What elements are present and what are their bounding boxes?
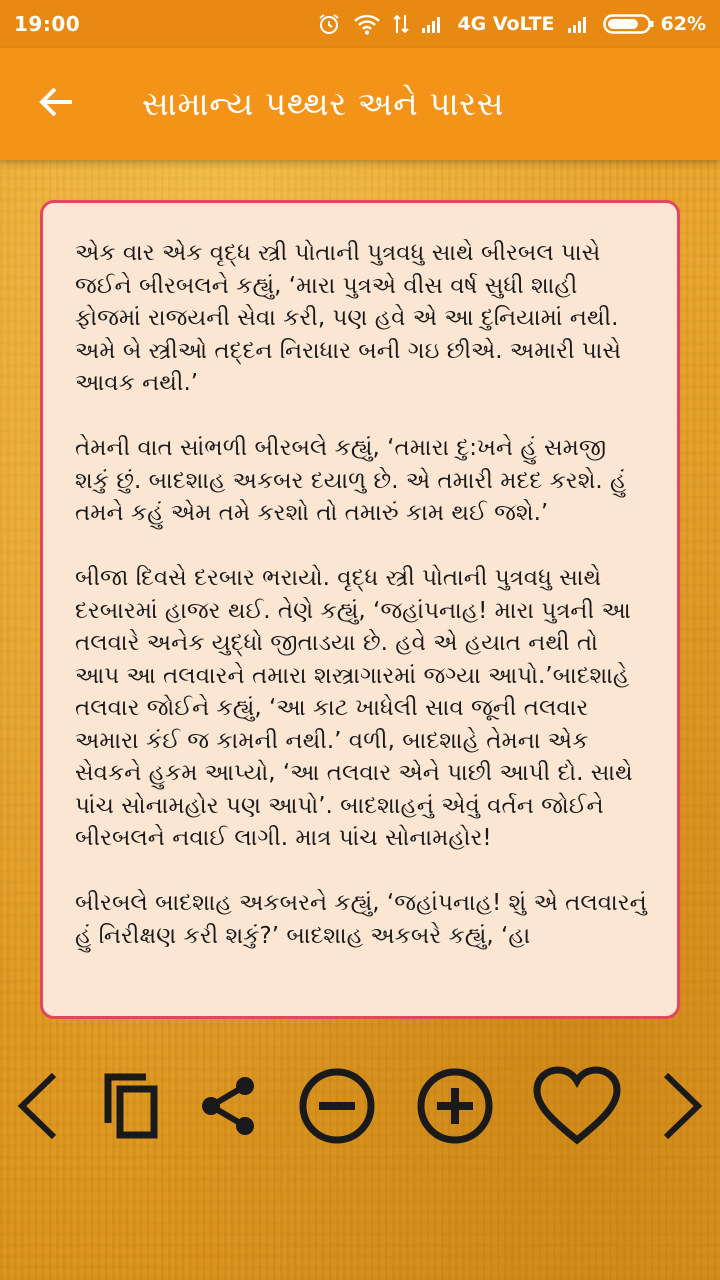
chevron-right-icon [660, 1071, 704, 1145]
copy-icon [98, 1071, 162, 1145]
signal-icon [421, 14, 445, 34]
status-bar [0, 0, 720, 48]
next-button[interactable] [660, 1058, 704, 1158]
copy-button[interactable] [98, 1058, 162, 1158]
bottom-toolbar [0, 1058, 720, 1158]
story-card[interactable] [40, 200, 680, 1019]
back-button[interactable] [0, 48, 112, 160]
previous-button[interactable] [16, 1058, 60, 1158]
share-icon [199, 1076, 259, 1140]
status-icons [317, 12, 706, 36]
story-paragraph: બીજા દિવસે દરબાર ભરાયો. વૃદ્ધ સ્ત્રી પોતાની પુત્રવધુ સાથે દરબારમાં હાજર થઈ. તેણે કહ્યું, ‘જહાંપનાહ! મારા પુત્રની આ તલવારે અનેક યુદ્ધો જીતાડયા છે. હવે એ હયાત નથી તો આપ આ તલવારને તમારા શસ્ત્રાગારમાં જગ્યા આપો.’બાદશાહે તલવાર જોઈને કહ્યું, ‘આ કાટ ખાધેલી સાવ જૂની તલવાર અમારા કંઈ જ કામની નથી.’ વળી, બાદશાહે તેમના એક સેવકને હુકમ આપ્યો, ‘આ તલવાર એને પાછી આપી દો. સાથે પાંચ સોનામહોર પણ આપો’. બાદશાહનું એવું વર્તન જોઈને બીરબલને નવાઈ લાગી. માત્ર પાંચ સોનામહોર! [75, 565, 633, 851]
page-title: સામાન્ય પથ્થર અને પારસ [142, 84, 504, 123]
wifi-icon [353, 13, 381, 35]
alarm-icon [317, 12, 341, 36]
zoom-in-icon [415, 1066, 495, 1150]
favorite-button[interactable] [532, 1058, 622, 1158]
status-time: 19:00 [14, 12, 81, 36]
zoom-in-button[interactable] [415, 1058, 495, 1158]
battery [603, 13, 706, 35]
story-paragraph: તેમની વાત સાંભળી બીરબલે કહ્યું, ‘તમારા દુ:ખને હું સમજી શકું છું. બાદશાહ અકબર દયાળુ છે. એ તમારી મદદ કરશે. હું તમને કહું એમ તમે કરશો તો તમારું કામ થઈ જશે.’ [75, 435, 627, 526]
share-button[interactable] [199, 1058, 259, 1158]
network-label: 4G VoLTE [457, 13, 555, 35]
battery-percent: 62% [660, 13, 706, 35]
arrow-left-icon [38, 86, 74, 122]
data-transfer-icon [393, 13, 409, 35]
story-paragraph: એક વાર એક વૃદ્ધ સ્ત્રી પોતાની પુત્રવધુ સાથે બીરબલ પાસે જઈને બીરબલને કહ્યું, ‘મારા પુત્રએ વીસ વર્ષ સુધી શાહી ફોજમાં રાજયની સેવા કરી, પણ હવે એ આ દુનિયામાં નથી. અમે બે સ્ત્રીઓ તદ્દન નિરાધાર બની ગઇ છીએ. અમારી પાસે આવક નથી.’ [75, 240, 622, 396]
battery-icon [603, 13, 655, 35]
signal-icon-2 [567, 14, 591, 34]
zoom-out-button[interactable] [297, 1058, 377, 1158]
heart-icon [532, 1066, 622, 1150]
chevron-left-icon [16, 1071, 60, 1145]
story-paragraph: બીરબલે બાદશાહ અકબરને કહ્યું, ‘જહાંપનાહ! શું એ તલવારનું હું નિરીક્ષણ કરી શકું?’ બાદશાહ અકબરે કહ્યું, ‘હા [75, 890, 647, 949]
zoom-out-icon [297, 1066, 377, 1150]
story-text [75, 237, 647, 952]
app-bar [0, 48, 720, 160]
